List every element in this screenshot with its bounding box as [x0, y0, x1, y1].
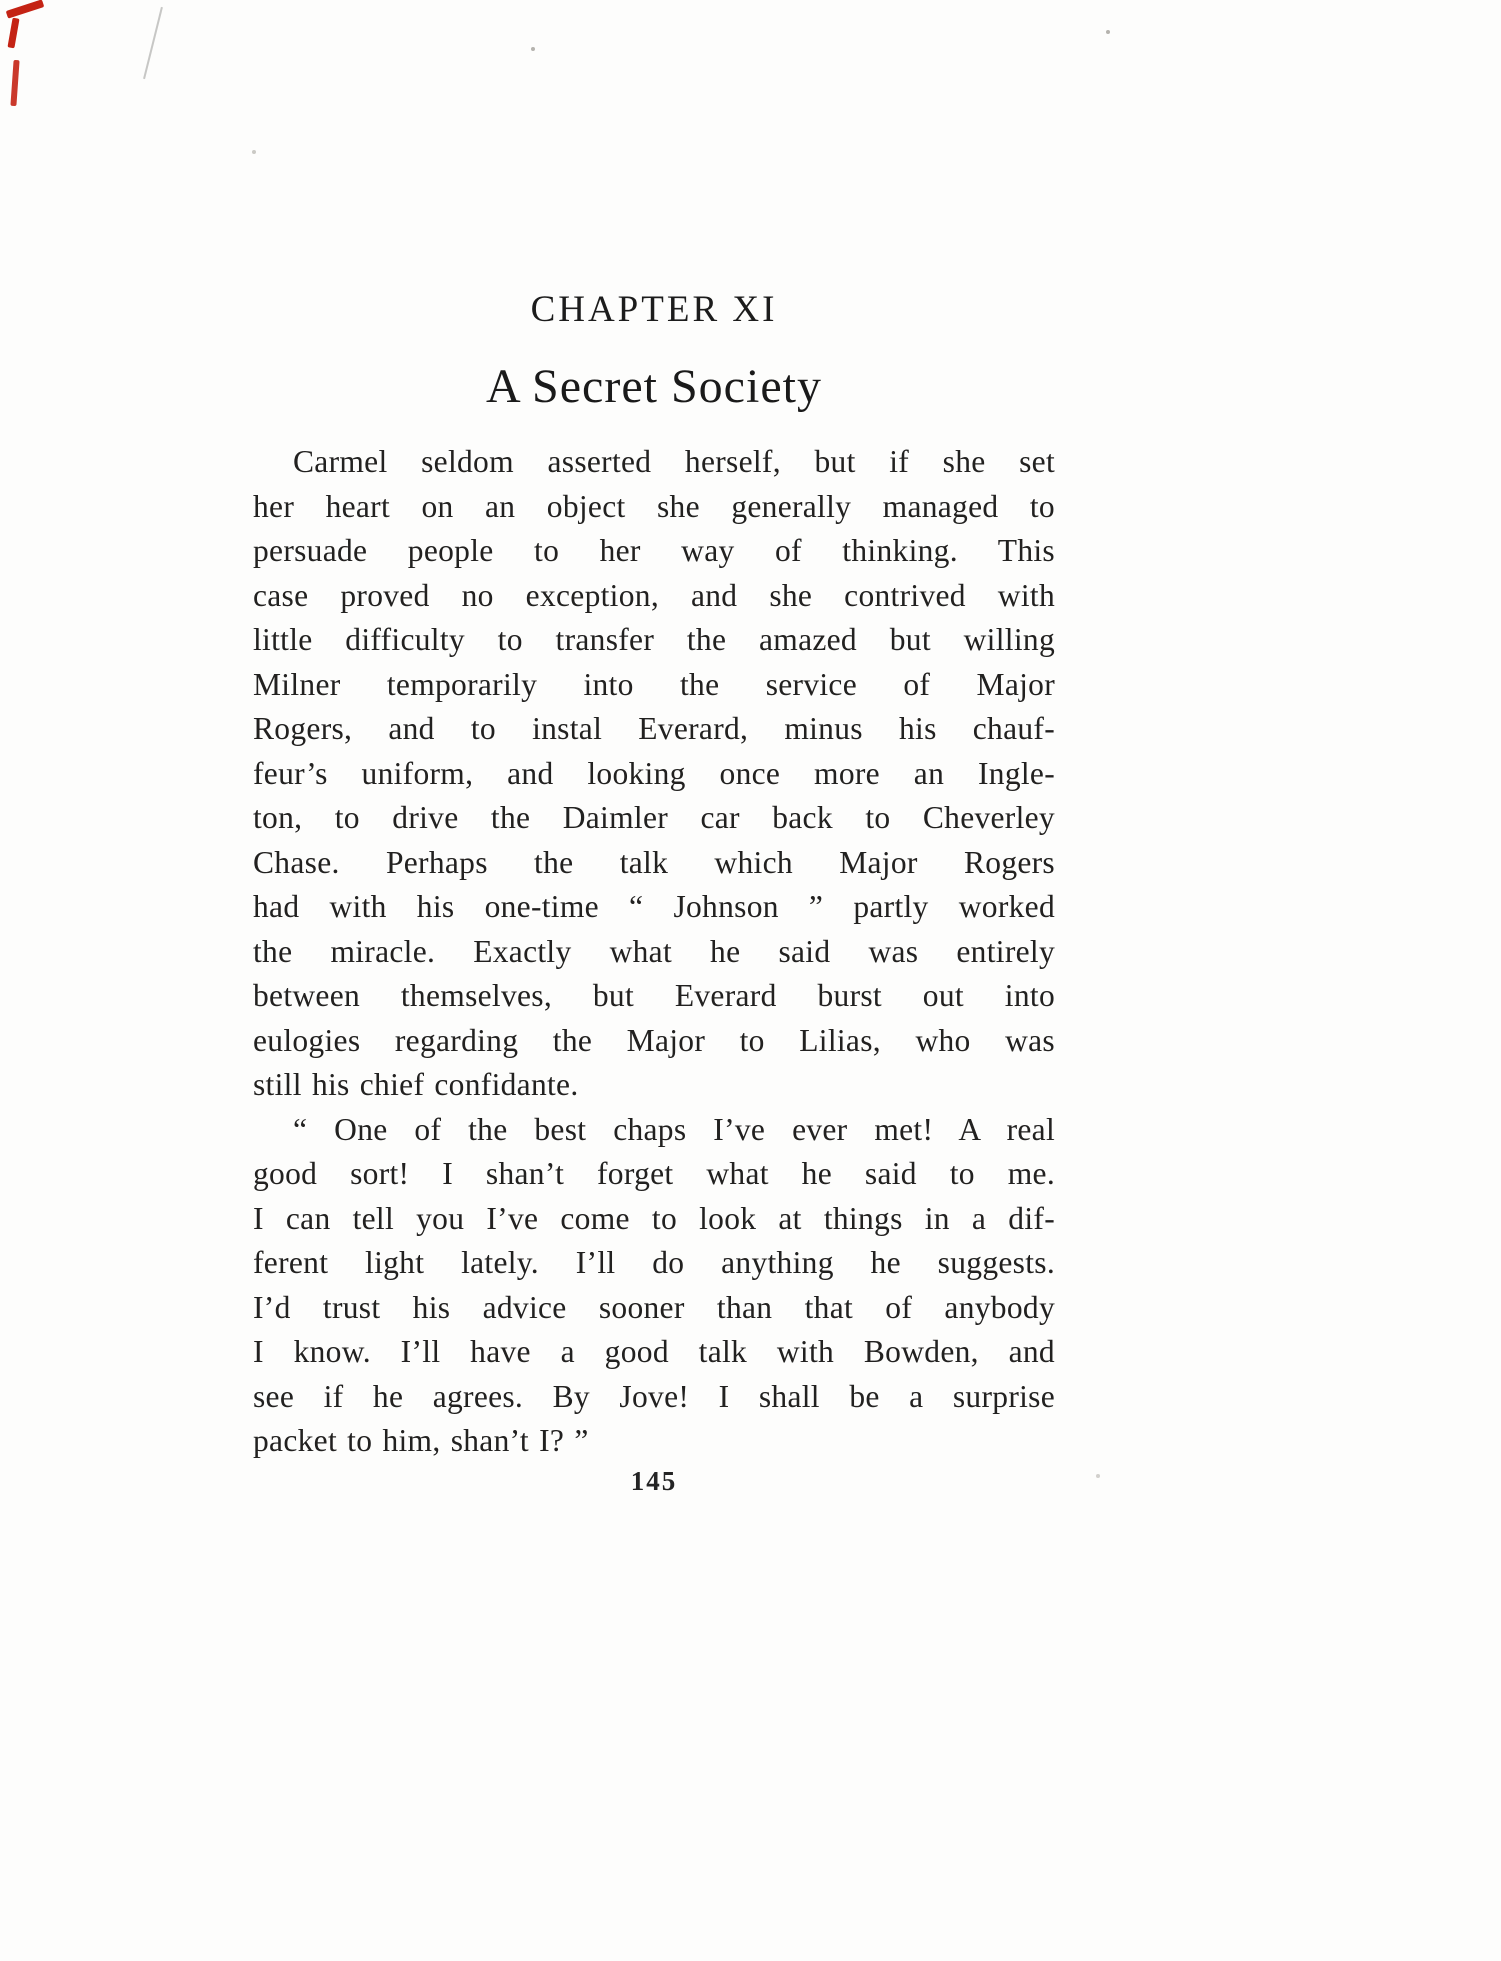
body-paragraphs: [253, 440, 1055, 1464]
text-line: “ One of the best chaps I’ve ever met! A real: [293, 1111, 1055, 1147]
text-line: the miracle. Exactly what he said was entirely: [253, 933, 1055, 969]
text-line: I’d trust his advice sooner than that of anybody: [253, 1289, 1055, 1325]
text-line: still his chief confidante.: [253, 1067, 579, 1102]
text-line: Rogers, and to instal Everard, minus his chauf-: [253, 711, 1055, 746]
text-line: packet to him, shan’t I? ”: [253, 1423, 589, 1458]
text-column: [253, 288, 1055, 1464]
text-line: little difficulty to transfer the amazed but willing: [253, 622, 1055, 657]
text-line: I know. I’ll have a good talk with Bowden, and: [253, 1334, 1055, 1369]
page-number: 145: [630, 1466, 678, 1496]
scan-speck: [531, 47, 535, 51]
paragraph: [253, 440, 1055, 1108]
text-line: between themselves, but Everard burst out into: [253, 978, 1055, 1013]
section-title: A Secret Society: [486, 360, 822, 413]
text-line: ton, to drive the Daimler car back to Cheverley: [253, 800, 1055, 835]
text-line: I can tell you I’ve come to look at things in a dif-: [253, 1200, 1055, 1236]
text-line: good sort! I shan’t forget what he said to me.: [253, 1156, 1055, 1191]
text-line: Chase. Perhaps the talk which Major Rogers: [253, 844, 1055, 880]
text-line: case proved no exception, and she contrived with: [253, 577, 1055, 613]
text-line: eulogies regarding the Major to Lilias, who was: [253, 1022, 1055, 1058]
text-line: her heart on an object she generally managed to: [253, 488, 1055, 524]
text-line: feur’s uniform, and looking once more an Ingle-: [253, 755, 1055, 791]
scan-speck: [252, 150, 256, 154]
paragraph: [253, 1108, 1055, 1464]
scan-speck: [1106, 30, 1110, 34]
red-pen-mark: [10, 60, 19, 106]
scan-speck: [1096, 1474, 1100, 1478]
text-line: Carmel seldom asserted herself, but if she set: [293, 444, 1055, 479]
text-line: persuade people to her way of thinking. This: [253, 533, 1055, 568]
text-line: ferent light lately. I’ll do anything he suggests.: [253, 1245, 1055, 1280]
pencil-scratch-mark: [143, 7, 163, 79]
text-line: Milner temporarily into the service of Major: [253, 666, 1055, 702]
text-line: see if he agrees. By Jove! I shall be a surprise: [253, 1378, 1055, 1414]
red-pen-mark: [6, 0, 45, 19]
red-pen-mark: [7, 18, 19, 49]
text-line: had with his one-time “ Johnson ” partly worked: [253, 889, 1055, 924]
chapter-heading: CHAPTER XI: [530, 289, 778, 330]
